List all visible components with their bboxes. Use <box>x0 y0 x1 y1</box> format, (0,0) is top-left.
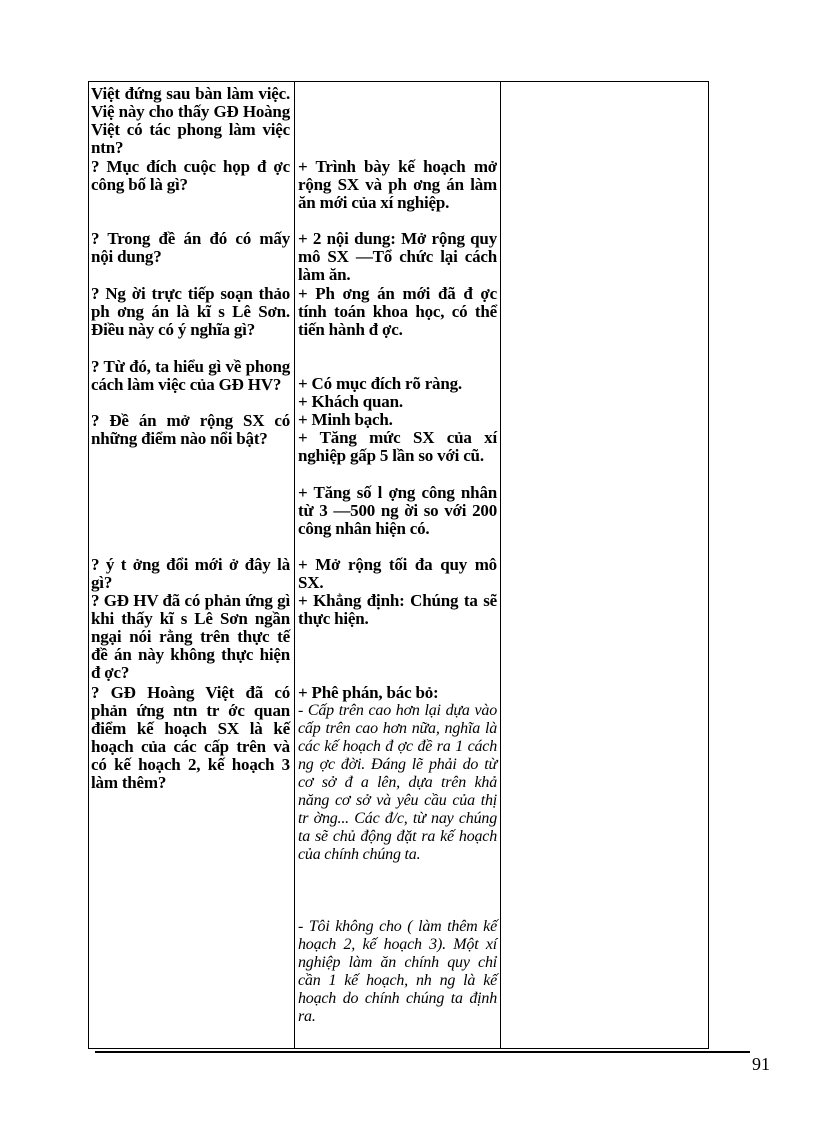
question-text: ? GĐ Hoàng Việt đã có phản ứng ntn tr ớc quan điểm kế hoạch SX là kế hoạch của các cấp trên và có kế hoạch 2, kế hoạch 3 làm thêm? <box>91 683 290 792</box>
answer-text: + Khách quan. <box>298 392 403 411</box>
answer-text: + Tăng số l ợng công nhân từ 3 —500 ng ời so với 200 công nhân hiện có. <box>298 483 497 538</box>
answer-text: + Trình bày kế hoạch mở rộng SX và ph ơng án làm ăn mới của xí nghiệp. <box>298 157 497 212</box>
column-divider-1 <box>294 82 295 1048</box>
answer-text: + 2 nội dung: Mở rộng quy mô SX —Tổ chức lại cách làm ăn. <box>298 229 497 284</box>
questions-column <box>91 82 290 1048</box>
page-number: 91 <box>752 1054 770 1074</box>
lesson-table <box>88 81 709 1049</box>
answer-text: + Ph ơng án mới đã đ ợc tính toán khoa học, có thể tiến hành đ ợc. <box>298 284 497 339</box>
question-text: ? GĐ HV đã có phản ứng gì khi thấy kĩ s Lê Sơn ngần ngại nói rằng trên thực tế đề án này không thực hiện đ ợc? <box>91 591 290 682</box>
quote-text: - Cấp trên cao hơn lại dựa vào cấp trên cao hơn nữa, nghĩa là các kế hoạch đ ợc đề ra 1 cách ng ợc đời. Đáng lẽ phải do từ cơ sở đ a lên, dựa trên khả năng cơ sở và yêu cầu của thị tr ờng... Các đ/c, từ nay chúng ta sẽ chủ động đặt ra kế hoạch của chính chúng ta. <box>298 702 497 863</box>
question-text: ? Mục đích cuộc họp đ ợc công bố là gì? <box>91 157 290 194</box>
question-text: ? Trong đề án đó có mấy nội dung? <box>91 229 290 266</box>
question-text: ? Từ đó, ta hiểu gì về phong cách làm việc của GĐ HV? <box>91 357 290 394</box>
answer-text: + Có mục đích rõ ràng. <box>298 374 462 393</box>
answer-text: + Minh bạch. <box>298 410 393 429</box>
answer-text: + Phê phán, bác bỏ: <box>298 683 439 702</box>
answer-text: + Tăng mức SX của xí nghiệp gấp 5 lần so với cũ. <box>298 428 497 465</box>
column-divider-2 <box>500 82 501 1048</box>
answer-text: + Khẳng định: Chúng ta sẽ thực hiện. <box>298 591 497 628</box>
answer-text: + Mở rộng tối đa quy mô SX. <box>298 555 497 592</box>
question-text: ? Đề án mở rộng SX có những điểm nào nổi bật? <box>91 411 290 448</box>
question-text: Việt đứng sau bàn làm việc. Việ này cho thấy GĐ Hoàng Việt có tác phong làm việc ntn? <box>91 84 290 157</box>
question-text: ? Ng ời trực tiếp soạn thảo ph ơng án là kĩ s Lê Sơn. Điều này có ý nghĩa gì? <box>91 284 290 339</box>
quote-text: - Tôi không cho ( làm thêm kế hoạch 2, kế hoạch 3). Một xí nghiệp làm ăn chính quy chỉ cần 1 kế hoạch, nh ng là kế hoạch do chính chúng ta định ra. <box>298 918 497 1025</box>
answers-column <box>298 82 497 1048</box>
footer-rule <box>95 1051 750 1053</box>
question-text: ? ý t ởng đổi mới ở đây là gì? <box>91 555 290 592</box>
notes-column <box>504 82 704 1048</box>
